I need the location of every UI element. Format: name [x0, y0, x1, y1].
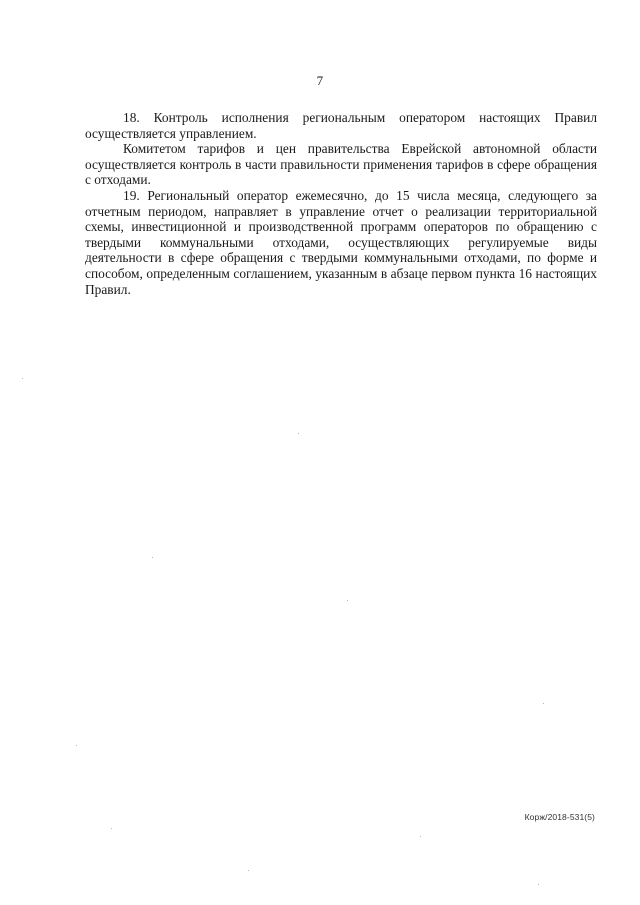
paragraph-18: 18. Контроль исполнения региональным оператором настоящих Правил осуществляется управлением.	[85, 110, 597, 141]
paragraph-19: 19. Региональный оператор ежемесячно, до 15 числа месяца, следующего за отчетным периодом, направляет в управление отчет о реализации территориальной схемы, инвестиционной и производственной программ операторов по обращению с твердыми коммунальными отходами, осуществляющих регулируемые виды деятельности в сфере обращения с твердыми коммунальными отходами, по форме и способом, определенным соглашением, указанным в абзаце первом пункта 16 настоящих Правил.	[85, 187, 597, 297]
document-body	[85, 110, 597, 297]
paragraph-tariff-committee: Комитетом тарифов и цен правительства Еврейской автономной области осуществляется контроль в части правильности применения тарифов в сфере обращения с отходами.	[85, 141, 597, 188]
page-number: 7	[316, 73, 324, 88]
document-code: Корж/2018-531(5)	[524, 812, 595, 822]
scan-speck	[111, 828, 112, 829]
scan-speck	[248, 870, 249, 871]
scan-speck	[347, 600, 348, 601]
scan-speck	[543, 703, 544, 704]
scan-speck	[152, 557, 153, 558]
scan-speck	[76, 745, 77, 746]
scan-speck	[420, 836, 421, 837]
scan-speck	[22, 378, 23, 379]
scan-speck	[538, 884, 539, 885]
scan-speck	[298, 433, 299, 434]
